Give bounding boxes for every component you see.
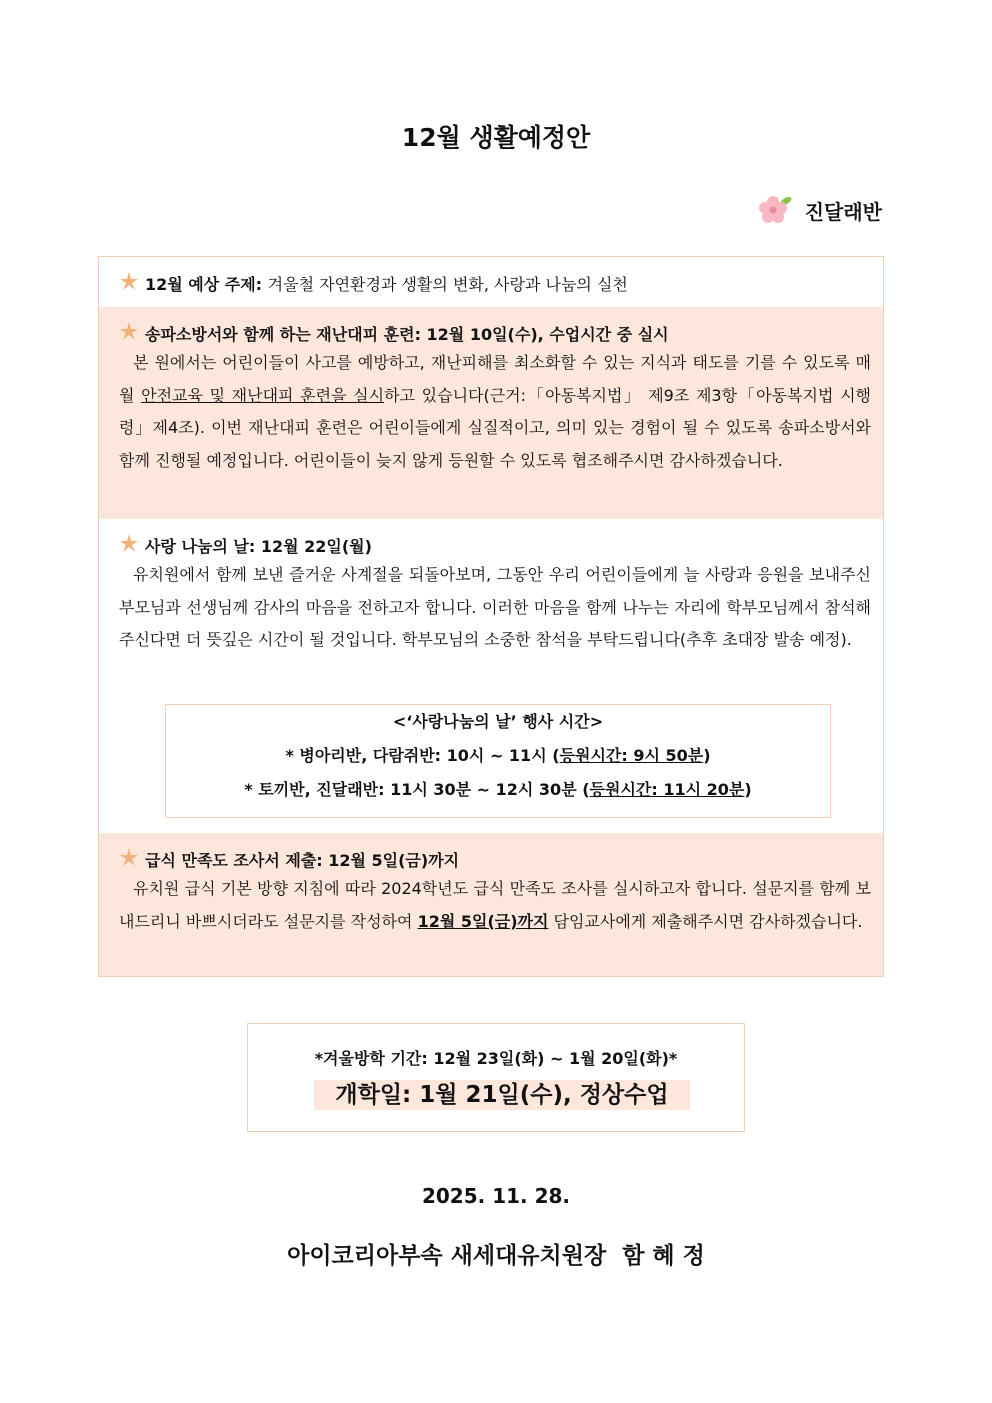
reopen-date: 개학일: 1월 21일(수), 정상수업 [314,1080,690,1110]
winter-break-box [247,1023,745,1132]
theme-text: 겨울철 자연환경과 생활의 변화, 사랑과 나눔의 실천 [267,274,628,294]
drill-heading: 송파소방서와 함께 하는 재난대피 훈련: 12월 10일(수), 수업시간 중 실시 [145,324,669,344]
schedule-title: <‘사랑나눔의 날’ 행사 시간> [392,712,604,731]
class-label [759,194,882,226]
signature: 아이코리아부속 새세대유치원장 함 혜 정 [287,1243,705,1269]
survey-body: 유치원 급식 기본 방향 지침에 따라 2024학년도 급식 만족도 조사를 실시하고자 합니다. 설문지를 함께 보내드리니 바쁘시더라도 설문지를 작성하여 12월 5일(금)까지 담임교사에게 제출해주시면 감사하겠습니다. [119,879,871,931]
winter-period: *겨울방학 기간: 12월 23일(화) ~ 1월 20일(화)* [314,1049,678,1068]
theme-label: 12월 예상 주제: [145,274,263,294]
star-icon [119,321,141,345]
drill-underline: 안전교육 및 재난대피 훈련을 실시 [141,385,385,405]
love-day-heading: 사랑 나눔의 날: 12월 22일(월) [145,536,372,556]
schedule-row-1: * 병아리반, 다람쥐반: 10시 ~ 11시 (등원시간: 9시 50분) [285,746,711,765]
star-icon [119,533,141,557]
drill-body: 본 원에서는 어린이들이 사고를 예방하고, 재난피해를 최소화할 수 있는 지식과 태도를 기를 수 있도록 매월 안전교육 및 재난대피 훈련을 실시하고 있습니다(근거:「아동복지법」 제9조 제3항「아동복지법 시행령」제4조). 이번 재난대피 훈련은 어린이들에게 실질적이고, 의미 있는 경험이 될 수 있도록 송파소방서와 함께 진행될 예정입니다. 어린이들이 늦지 않게 등원할 수 있도록 협조해주시면 감사하겠습니다. [119,353,871,470]
theme-section [99,257,883,307]
survey-deadline: 12월 5일(금)까지 [417,911,549,931]
star-icon [119,847,141,871]
issue-date: 2025. 11. 28. [421,1184,571,1208]
event-schedule-box [165,704,831,818]
drill-section [99,307,883,519]
flower-icon [759,194,795,226]
class-name: 진달래반 [804,199,882,224]
schedule-row-2: * 토끼반, 진달래반: 11시 30분 ~ 12시 30분 (등원시간: 11시 20분) [244,780,752,799]
love-day-body: 유치원에서 함께 보낸 즐거운 사계절을 되돌아보며, 그동안 우리 어린이들에게 늘 사랑과 응원을 보내주신 부모님과 선생님께 감사의 마음을 전하고자 합니다. 이러한 마음을 함께 나누는 자리에 학부모님께서 참석해주신다면 더 뜻깊은 시간이 될 것입니다. 학부모님의 소중한 참석을 부탁드립니다(추후 초대장 발송 예정). [119,565,871,649]
page-title: 12월 생활예정안 [401,123,591,152]
notice-box [98,256,884,977]
star-icon [119,271,141,295]
survey-heading: 급식 만족도 조사서 제출: 12월 5일(금)까지 [145,850,460,870]
survey-section [99,833,883,976]
